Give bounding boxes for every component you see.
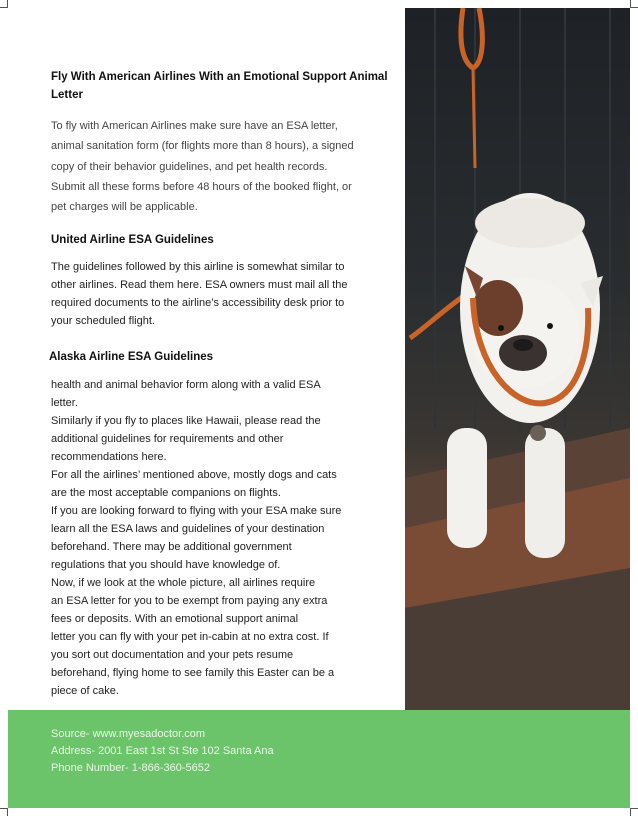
footer-source: Source- www.myesadoctor.com [51, 728, 206, 740]
crop-mark [7, 0, 8, 8]
heading-united: United Airline ESA Guidelines [51, 234, 214, 247]
crop-mark [7, 808, 8, 816]
paragraph-line: The guidelines followed by this airline is somewhat similar to [51, 261, 345, 274]
paragraph-line: required documents to the airline’s accessibility desk prior to [51, 297, 345, 310]
paragraph-line: animal sanitation form (for flights more than 8 hours), a signed [51, 140, 354, 153]
crop-mark [630, 7, 638, 8]
paragraph-line: pet charges will be applicable. [51, 201, 198, 214]
paragraph-line: other airlines. Read them here. ESA owners must mail all the [51, 279, 348, 292]
paragraph-line: your scheduled flight. [51, 315, 155, 328]
footer-banner [8, 710, 630, 808]
paragraph-line: piece of cake. [51, 685, 119, 698]
bulldog-illustration [405, 8, 630, 710]
crop-mark [630, 808, 631, 816]
paragraph-line: beforehand. There may be additional government [51, 541, 292, 554]
paragraph-line: Similarly if you fly to places like Hawaii, please read the [51, 415, 321, 428]
paragraph-line: you sort out documentation and your pets resume [51, 649, 294, 662]
heading-alaska: Alaska Airline ESA Guidelines [49, 351, 214, 364]
paragraph-line: are the most acceptable companions on flights. [51, 487, 281, 500]
crop-mark [630, 0, 631, 8]
paragraph-line: recommendations here. [51, 451, 167, 464]
paragraph-line: To fly with American Airlines make sure have an ESA letter, [51, 120, 338, 132]
paragraph-line: additional guidelines for requirements and other [51, 433, 284, 446]
paragraph-line: health and animal behavior form along with a valid ESA [51, 379, 321, 392]
paragraph-line: learn all the ESA laws and guidelines of your destination [51, 523, 325, 536]
paragraph-line: fees or deposits. With an emotional support animal [51, 613, 299, 626]
paragraph-line: an ESA letter for you to be exempt from paying any extra [51, 595, 328, 608]
paragraph-line: regulations that you should have knowledge of. [51, 559, 281, 572]
bulldog-photo [405, 8, 630, 710]
footer-address: Address- 2001 East 1st St Ste 102 Santa Ana [51, 745, 274, 757]
footer-phone: Phone Number- 1-866-360-5652 [51, 762, 210, 774]
paragraph-line: Submit all these forms before 48 hours of the booked flight, or [51, 180, 352, 193]
paragraph-line: Now, if we look at the whole picture, all airlines require [51, 577, 316, 590]
paragraph-line: For all the airlines’ mentioned above, mostly dogs and cats [51, 469, 337, 482]
heading-american: Fly With American Airlines With an Emotional Support Animal Letter [51, 71, 388, 101]
paragraph-line: beforehand, flying home to see family this Easter can be a [51, 667, 335, 680]
paragraph-line: copy of their behavior guidelines, and pet health records. [51, 160, 328, 173]
crop-mark [630, 808, 638, 809]
paragraph-line: letter. [51, 397, 78, 410]
paragraph-line: If you are looking forward to flying with your ESA make sure [51, 505, 342, 518]
paragraph-line: letter you can fly with your pet in-cabin at no extra cost. If [51, 631, 329, 644]
article-body [51, 68, 391, 700]
